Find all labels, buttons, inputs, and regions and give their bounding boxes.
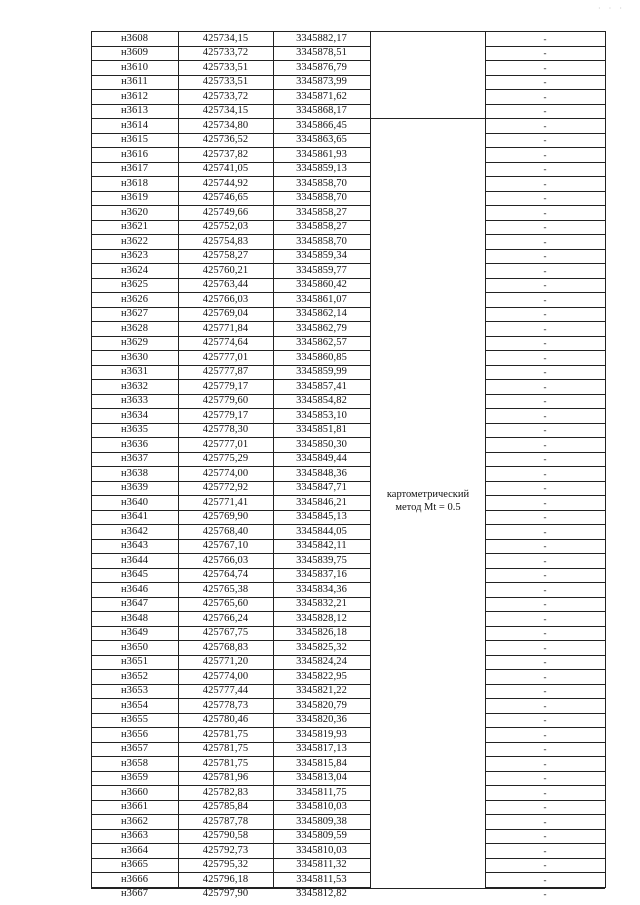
cell-y: 3345815,84 — [296, 757, 347, 769]
cell-x: 425749,66 — [202, 206, 249, 218]
cell-x: 425785,84 — [202, 801, 249, 812]
cell-pt: н3629 — [120, 337, 149, 348]
cell-y: 3345828,12 — [296, 612, 347, 624]
cell-pt: н3628 — [120, 322, 149, 334]
cell-y: 3345861,93 — [296, 148, 347, 160]
cell-x: 425764,74 — [202, 569, 249, 580]
cell-pt: н3656 — [120, 728, 149, 740]
cell-pt: н3609 — [120, 47, 149, 58]
cell-pt: н3665 — [120, 859, 149, 870]
cell-x: 425774,00 — [202, 670, 249, 682]
cell-pt: н3637 — [120, 453, 149, 464]
cell-x: 425778,73 — [202, 699, 249, 711]
cell-y: 3345850,30 — [296, 438, 347, 450]
cell-x: 425774,00 — [202, 467, 249, 479]
cell-y: 3345810,03 — [296, 801, 347, 812]
cell-err: - — [543, 860, 547, 870]
cell-pt: н3636 — [120, 438, 149, 450]
cell-err: - — [543, 120, 547, 131]
cell-y: 3345853,10 — [296, 409, 347, 421]
cell-err: - — [543, 91, 547, 102]
cell-pt: н3643 — [120, 540, 149, 551]
cell-y: 3345826,18 — [296, 627, 347, 638]
cell-pt: н3662 — [120, 815, 149, 827]
cell-pt: н3642 — [120, 525, 149, 537]
cell-pt: н3613 — [120, 105, 149, 116]
cell-x: 425767,10 — [202, 540, 249, 551]
cell-y: 3345821,22 — [296, 685, 347, 696]
cell-pt: н3666 — [120, 873, 149, 885]
cell-x: 425782,83 — [202, 786, 249, 798]
cell-err: - — [543, 77, 547, 87]
cell-y: 3345860,85 — [296, 351, 347, 363]
cell-err: - — [543, 541, 547, 551]
cell-y: 3345832,21 — [296, 598, 347, 609]
cell-x: 425779,17 — [202, 380, 249, 392]
cell-x: 425768,83 — [202, 641, 249, 653]
cell-err: - — [543, 613, 547, 624]
table-column-line — [370, 31, 371, 888]
cell-y: 3345862,14 — [296, 308, 347, 319]
cell-err: - — [543, 497, 547, 508]
cell-err: - — [543, 425, 547, 435]
cell-y: 3345862,79 — [296, 322, 347, 334]
cell-x: 425760,21 — [202, 264, 249, 276]
cell-x: 425781,96 — [202, 772, 249, 783]
cell-x: 425746,65 — [202, 192, 249, 203]
cell-y: 3345858,70 — [296, 177, 347, 189]
cell-x: 425787,78 — [202, 815, 249, 827]
cell-x: 425778,30 — [202, 424, 249, 435]
cell-x: 425790,58 — [202, 830, 249, 841]
cell-pt: н3610 — [120, 61, 149, 73]
cell-x: 425768,40 — [202, 525, 249, 537]
cell-x: 425781,75 — [202, 728, 249, 740]
method-cell-border — [370, 888, 485, 889]
cell-pt: н3618 — [120, 177, 149, 189]
cell-pt: н3612 — [120, 90, 149, 102]
cell-x: 425733,72 — [202, 90, 249, 102]
cell-pt: н3620 — [120, 206, 149, 218]
cell-x: 425766,24 — [202, 612, 249, 624]
cell-err: - — [543, 816, 547, 827]
cell-err: - — [543, 787, 547, 798]
cell-pt: н3619 — [120, 192, 149, 203]
cell-err: - — [543, 381, 547, 392]
cell-x: 425795,32 — [202, 859, 249, 870]
cell-x: 425737,82 — [202, 148, 249, 160]
cell-pt: н3616 — [120, 148, 149, 160]
cell-pt: н3621 — [120, 221, 149, 232]
cell-y: 3345868,17 — [296, 105, 347, 116]
cell-y: 3345861,07 — [296, 293, 347, 305]
cell-y: 3345824,24 — [296, 656, 347, 667]
cell-err: - — [543, 758, 547, 769]
cell-y: 3345820,79 — [296, 699, 347, 711]
cell-x: 425777,01 — [202, 351, 249, 363]
cell-y: 3345876,79 — [296, 61, 347, 73]
cell-err: - — [543, 236, 547, 247]
cell-x: 425796,18 — [202, 873, 249, 885]
cell-y: 3345849,44 — [296, 453, 347, 464]
cell-err: - — [543, 294, 547, 305]
cell-y: 3345858,70 — [296, 192, 347, 203]
cell-y: 3345871,62 — [296, 90, 347, 102]
cell-err: - — [543, 483, 547, 493]
cell-x: 425754,83 — [202, 235, 249, 247]
cell-err: - — [543, 106, 547, 116]
cell-pt: н3650 — [120, 641, 149, 653]
cell-y: 3345862,57 — [296, 337, 347, 348]
cell-err: - — [543, 48, 547, 58]
cell-y: 3345858,27 — [296, 206, 347, 218]
method-note-line1: картометрический — [386, 489, 470, 500]
cell-y: 3345844,05 — [296, 525, 347, 537]
cell-pt: н3631 — [120, 366, 149, 377]
cell-err: - — [543, 193, 547, 203]
table-column-line — [605, 31, 606, 888]
cell-x: 425763,44 — [202, 279, 249, 290]
cell-err: - — [543, 396, 547, 406]
cell-pt: н3660 — [120, 786, 149, 798]
cell-pt: н3623 — [120, 250, 149, 261]
cell-y: 3345846,21 — [296, 496, 347, 508]
method-cell-border — [370, 31, 485, 32]
cell-x: 425744,92 — [202, 177, 249, 189]
cell-err: - — [543, 178, 547, 189]
cell-pt: н3654 — [120, 699, 149, 711]
cell-pt: н3640 — [120, 496, 149, 508]
cell-pt: н3630 — [120, 351, 149, 363]
cell-y: 3345866,45 — [296, 119, 347, 131]
cell-err: - — [543, 889, 547, 899]
cell-x: 425777,01 — [202, 438, 249, 450]
cell-y: 3345812,82 — [296, 888, 347, 899]
cell-x: 425734,15 — [202, 32, 249, 44]
cell-pt: н3657 — [120, 743, 149, 754]
cell-err: - — [543, 584, 547, 595]
cell-y: 3345842,11 — [296, 540, 347, 551]
cell-pt: н3667 — [120, 888, 149, 899]
cell-err: - — [543, 599, 547, 609]
cell-pt: н3632 — [120, 380, 149, 392]
cell-err: - — [543, 309, 547, 319]
cell-y: 3345845,13 — [296, 511, 347, 522]
cell-y: 3345809,59 — [296, 830, 347, 841]
cell-y: 3345859,34 — [296, 250, 347, 261]
cell-pt: н3615 — [120, 134, 149, 145]
cell-err: - — [543, 874, 547, 885]
cell-err: - — [543, 251, 547, 261]
cell-y: 3345851,81 — [296, 424, 347, 435]
cell-pt: н3626 — [120, 293, 149, 305]
cell-y: 3345882,17 — [296, 32, 347, 44]
cell-y: 3345859,99 — [296, 366, 347, 377]
cell-x: 425769,90 — [202, 511, 249, 522]
cell-err: - — [543, 570, 547, 580]
cell-pt: н3661 — [120, 801, 149, 812]
cell-pt: н3625 — [120, 279, 149, 290]
cell-y: 3345819,93 — [296, 728, 347, 740]
cell-x: 425766,03 — [202, 554, 249, 566]
cell-x: 425741,05 — [202, 163, 249, 174]
cell-x: 425733,51 — [202, 76, 249, 87]
cell-err: - — [543, 657, 547, 667]
cell-y: 3345811,53 — [296, 873, 347, 885]
cell-err: - — [543, 454, 547, 464]
cell-err: - — [543, 555, 547, 566]
cell-pt: н3641 — [120, 511, 149, 522]
cell-pt: н3617 — [120, 163, 149, 174]
cell-pt: н3635 — [120, 424, 149, 435]
cell-err: - — [543, 526, 547, 537]
corner-mark: · · · — [598, 4, 625, 13]
cell-err: - — [543, 715, 547, 725]
cell-pt: н3638 — [120, 467, 149, 479]
cell-y: 3345859,77 — [296, 264, 347, 276]
cell-x: 425771,20 — [202, 656, 249, 667]
cell-x: 425779,60 — [202, 395, 249, 406]
cell-x: 425777,44 — [202, 685, 249, 696]
cell-pt: н3652 — [120, 670, 149, 682]
cell-x: 425780,46 — [202, 714, 249, 725]
cell-pt: н3633 — [120, 395, 149, 406]
cell-pt: н3664 — [120, 844, 149, 856]
cell-y: 3345847,71 — [296, 482, 347, 493]
cell-x: 425775,29 — [202, 453, 249, 464]
method-note-line2: метод Mt = 0.5 — [395, 502, 461, 513]
cell-y: 3345810,03 — [296, 844, 347, 856]
cell-x: 425733,51 — [202, 61, 249, 73]
cell-y: 3345811,32 — [296, 859, 347, 870]
cell-y: 3345813,04 — [296, 772, 347, 783]
cell-err: - — [543, 222, 547, 232]
cell-pt: н3644 — [120, 554, 149, 566]
cell-err: - — [543, 280, 547, 290]
cell-y: 3345837,16 — [296, 569, 347, 580]
cell-y: 3345817,13 — [296, 743, 347, 754]
cell-x: 425797,90 — [202, 888, 249, 899]
cell-x: 425771,41 — [202, 496, 249, 508]
cell-err: - — [543, 62, 547, 73]
cell-x: 425766,03 — [202, 293, 249, 305]
cell-err: - — [543, 773, 547, 783]
cell-y: 3345858,70 — [296, 235, 347, 247]
cell-err: - — [543, 410, 547, 421]
cell-err: - — [543, 468, 547, 479]
cell-y: 3345809,38 — [296, 815, 347, 827]
cell-y: 3345839,75 — [296, 554, 347, 566]
cell-err: - — [543, 628, 547, 638]
cell-pt: н3653 — [120, 685, 149, 696]
cell-pt: н3646 — [120, 583, 149, 595]
cell-y: 3345822,95 — [296, 670, 347, 682]
cell-y: 3345848,36 — [296, 467, 347, 479]
cell-err: - — [543, 729, 547, 740]
cell-x: 425771,84 — [202, 322, 249, 334]
cell-err: - — [543, 33, 547, 44]
method-note — [371, 488, 485, 514]
cell-err: - — [543, 149, 547, 160]
cell-err: - — [543, 352, 547, 363]
cell-pt: н3611 — [121, 76, 148, 87]
cell-err: - — [543, 802, 547, 812]
cell-x: 425772,92 — [202, 482, 249, 493]
cell-err: - — [543, 323, 547, 334]
cell-pt: н3658 — [120, 757, 149, 769]
method-cell-border — [370, 118, 485, 119]
cell-err: - — [543, 831, 547, 841]
cell-pt: н3647 — [120, 598, 149, 609]
cell-pt: н3645 — [120, 569, 149, 580]
cell-y: 3345860,42 — [296, 279, 347, 290]
cell-y: 3345820,36 — [296, 714, 347, 725]
cell-y: 3345858,27 — [296, 221, 347, 232]
cell-pt: н3651 — [120, 656, 149, 667]
cell-x: 425781,75 — [202, 743, 249, 754]
cell-err: - — [543, 686, 547, 696]
cell-y: 3345863,65 — [296, 134, 347, 145]
cell-pt: н3627 — [120, 308, 149, 319]
cell-err: - — [543, 367, 547, 377]
cell-x: 425765,38 — [202, 583, 249, 595]
cell-x: 425767,75 — [202, 627, 249, 638]
cell-pt: н3608 — [120, 32, 149, 44]
cell-pt: н3624 — [120, 264, 149, 276]
cell-y: 3345811,75 — [296, 786, 347, 798]
cell-err: - — [543, 135, 547, 145]
cell-x: 425765,60 — [202, 598, 249, 609]
cell-pt: н3655 — [120, 714, 149, 725]
cell-x: 425769,04 — [202, 308, 249, 319]
cell-pt: н3634 — [120, 409, 149, 421]
cell-err: - — [543, 338, 547, 348]
cell-x: 425758,27 — [202, 250, 249, 261]
cell-err: - — [543, 207, 547, 218]
cell-x: 425792,73 — [202, 844, 249, 856]
cell-x: 425777,87 — [202, 366, 249, 377]
cell-pt: н3659 — [120, 772, 149, 783]
cell-x: 425752,03 — [202, 221, 249, 232]
cell-err: - — [543, 700, 547, 711]
cell-err: - — [543, 265, 547, 276]
cell-y: 3345834,36 — [296, 583, 347, 595]
cell-err: - — [543, 439, 547, 450]
cell-err: - — [543, 744, 547, 754]
cell-err: - — [543, 512, 547, 522]
cell-x: 425774,64 — [202, 337, 249, 348]
cell-pt: н3648 — [120, 612, 149, 624]
cell-pt: н3663 — [120, 830, 149, 841]
cell-y: 3345878,51 — [296, 47, 347, 58]
cell-err: - — [543, 671, 547, 682]
cell-y: 3345859,13 — [296, 163, 347, 174]
cell-x: 425734,15 — [202, 105, 249, 116]
cell-x: 425781,75 — [202, 757, 249, 769]
cell-pt: н3649 — [120, 627, 149, 638]
cell-err: - — [543, 164, 547, 174]
cell-y: 3345825,32 — [296, 641, 347, 653]
cell-y: 3345857,41 — [296, 380, 347, 392]
cell-pt: н3639 — [120, 482, 149, 493]
cell-x: 425736,52 — [202, 134, 249, 145]
cell-x: 425779,17 — [202, 409, 249, 421]
cell-pt: н3614 — [120, 119, 149, 131]
cell-y: 3345854,82 — [296, 395, 347, 406]
cell-y: 3345873,99 — [296, 76, 347, 87]
cell-pt: н3622 — [120, 235, 149, 247]
cell-err: - — [543, 845, 547, 856]
cell-x: 425734,80 — [202, 119, 249, 131]
cell-x: 425733,72 — [202, 47, 249, 58]
cell-err: - — [543, 642, 547, 653]
